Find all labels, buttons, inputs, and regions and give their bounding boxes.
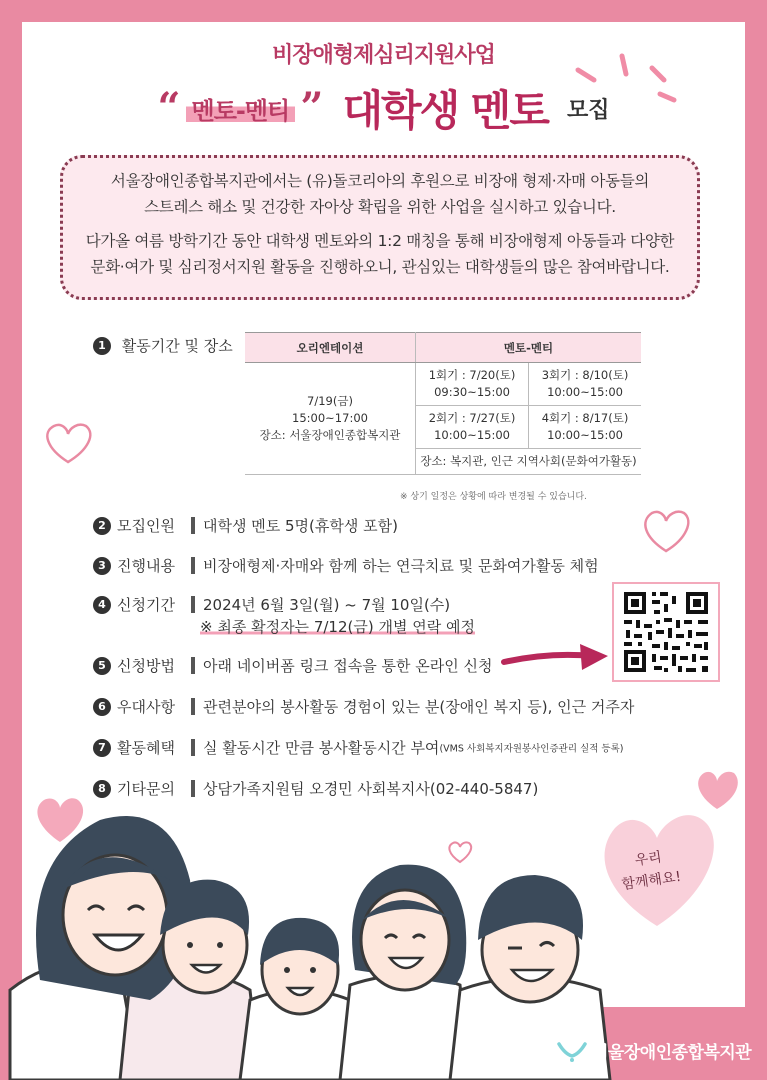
divider-bar [191, 698, 195, 715]
section-label: 활동기간 및 장소 [121, 337, 233, 355]
section-number: 5 [93, 657, 111, 675]
intro-paragraph-2: 다가올 여름 방학기간 동안 대학생 멘토와의 1:2 매칭을 통해 비장애형제 아동들과 다양한 문화·여가 및 심리정서지원 활동을 진행하오니, 관심있는 대학생들의 많은 참여바랍니다. [85, 232, 675, 276]
section-value: 실 활동시간 만큼 봉사활동시간 부여 [203, 739, 440, 757]
people-illustration [0, 770, 620, 1080]
session-2-cell [416, 406, 529, 449]
orientation-cell [245, 363, 416, 475]
bubble-line: 우리 [633, 849, 663, 869]
section-apply-period [93, 594, 450, 615]
schedule-note: ※ 상기 일정은 상황에 따라 변경될 수 있습니다. [400, 492, 587, 502]
section-label: 신청방법 [117, 657, 175, 675]
session-1-cell [416, 363, 529, 406]
session-date: 1회기 : 7/20(토) [428, 368, 516, 382]
section-value: 상담가족지원팀 오경민 사회복지사(02-440-5847) [203, 780, 539, 798]
section-benefit [93, 737, 623, 758]
session-time: 10:00~15:00 [547, 428, 623, 442]
orientation-date: 7/19(금) [307, 394, 353, 408]
session-3-cell [529, 363, 641, 406]
section-number: 4 [93, 596, 111, 614]
session-time: 09:30~15:00 [434, 385, 510, 399]
intro-box [60, 155, 700, 300]
section-recruit-count [93, 515, 398, 536]
divider-bar [191, 596, 195, 613]
section-value-detail: (VMS 사회복지자원봉사인증관리 실적 등록) [439, 743, 624, 755]
mentor-mentee-label: 멘토-멘티 [186, 91, 296, 126]
mentoring-place-cell: 장소: 복지관, 인근 지역사회(문화여가활동) [416, 449, 642, 475]
section-content [93, 555, 599, 576]
final-notice-text: ※ 최종 확정자는 7/12(금) 개별 연락 예정 [200, 618, 475, 636]
arrow-right-icon [500, 638, 612, 678]
section-label: 진행내용 [117, 557, 175, 575]
section-label: 모집인원 [117, 517, 175, 535]
open-quote: “ [157, 84, 181, 131]
section-value: 비장애형제·자매와 함께 하는 연극치료 및 문화여가활동 체험 [203, 557, 599, 575]
session-date: 2회기 : 7/27(토) [428, 411, 516, 425]
qr-code-icon [614, 584, 718, 680]
orientation-time: 15:00~17:00 [292, 411, 368, 425]
heart-outline-icon [636, 503, 692, 559]
title-row [0, 78, 767, 138]
section-apply-method [93, 655, 492, 676]
schedule-header-mentoring: 멘토-멘티 [416, 333, 642, 363]
section-label: 신청기간 [117, 596, 175, 614]
divider-bar [191, 557, 195, 574]
section-number: 2 [93, 517, 111, 535]
section-label: 기타문의 [117, 780, 175, 798]
section-number: 8 [93, 780, 111, 798]
section-preference [93, 696, 634, 717]
together-bubble [617, 844, 682, 896]
divider-bar [191, 517, 195, 534]
final-notice [200, 616, 475, 637]
section-label: 활동혜택 [117, 739, 175, 757]
divider-bar [191, 739, 195, 756]
section-value: 아래 네이버폼 링크 접속을 통한 온라인 신청 [203, 657, 493, 675]
section-value: 대학생 멘토 5명(휴학생 포함) [203, 517, 398, 535]
session-time: 10:00~15:00 [547, 385, 623, 399]
bubble-line: 함께해요! [620, 868, 683, 893]
session-4-cell [529, 406, 641, 449]
intro-paragraph-1: 서울장애인종합복지관에서는 (유)돌코리아의 후원으로 비장애 형제·자매 아동들의 스트레스 해소 및 건강한 자아상 확립을 위한 사업을 실시하고 있습니다. [110, 172, 650, 216]
session-time: 10:00~15:00 [434, 428, 510, 442]
section-value: 2024년 6월 3일(월) ~ 7월 10일(수) [203, 596, 451, 614]
close-quote: ” [300, 84, 324, 131]
schedule-table [245, 332, 641, 475]
section-number: 7 [93, 739, 111, 757]
divider-bar [191, 657, 195, 674]
section-label: 우대사항 [117, 698, 175, 716]
project-subtitle: 비장애형제심리지원사업 [272, 43, 495, 68]
welfare-center-logo-text: 서울장애인종합복지관 [592, 1043, 752, 1063]
orientation-place: 장소: 서울장애인종합복지관 [259, 428, 401, 442]
section-number: 6 [93, 698, 111, 716]
heart-outline-icon [40, 418, 96, 468]
session-date: 3회기 : 8/10(토) [541, 368, 629, 382]
section-number: 1 [93, 337, 111, 355]
page-title: 대학생 멘토 [342, 86, 548, 135]
section-activity-period [93, 335, 233, 356]
section-value: 관련분야의 봉사활동 경험이 있는 분(장애인 복지 등), 인근 거주자 [203, 698, 635, 716]
recruit-label: 모집 [567, 97, 610, 123]
session-date: 4회기 : 8/17(토) [541, 411, 629, 425]
qr-code[interactable] [612, 582, 720, 682]
schedule-header-orientation: 오리엔테이션 [245, 333, 416, 363]
welfare-center-logo-icon [555, 1036, 589, 1062]
section-number: 3 [93, 557, 111, 575]
